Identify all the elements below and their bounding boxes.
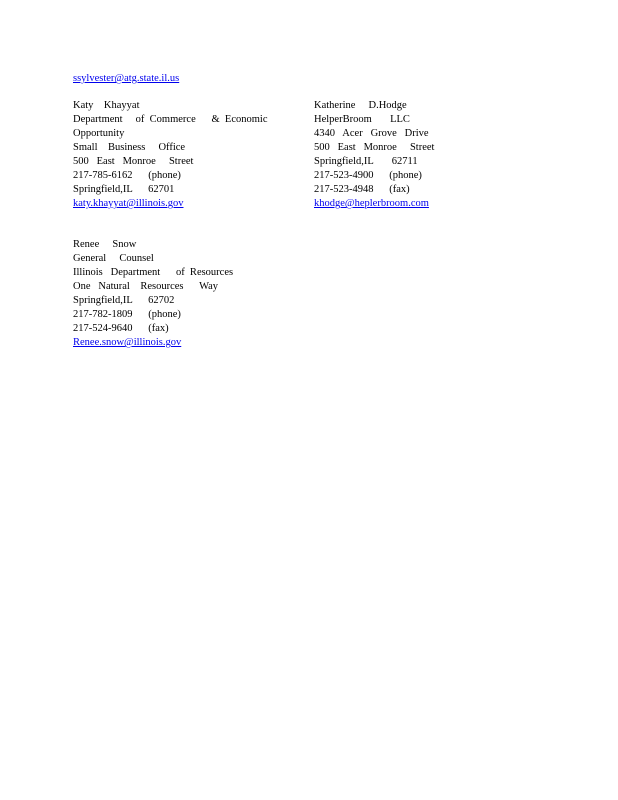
contact-fax: 217-523-4948 (fax) — [314, 184, 410, 195]
contact-name: Renee Snow — [73, 239, 137, 250]
contact-street: 4340 Acer Grove Drive — [314, 128, 429, 139]
contact-phone: 217-523-4900 (phone) — [314, 170, 422, 181]
contact-name: Katy Khayyat — [73, 100, 140, 111]
contact-block-hodge — [314, 99, 434, 211]
contact-phone: 217-785-6162 (phone) — [73, 170, 181, 181]
contact-city-zip: Springfield,IL 62711 — [314, 156, 418, 167]
contact-block-khayyat — [73, 99, 268, 211]
contact-phone: 217-782-1809 (phone) — [73, 309, 181, 320]
contact-organization-cont: Opportunity — [73, 128, 125, 139]
contact-street-2: 500 East Monroe Street — [314, 142, 435, 153]
contact-name: Katherine D.Hodge — [314, 100, 407, 111]
contact-city-zip: Springfield,IL 62702 — [73, 295, 175, 306]
contact-organization: HelperBroom LLC — [314, 114, 410, 125]
email-link-khayyat[interactable]: katy.khayyat@illinois.gov — [73, 198, 184, 209]
email-link-snow[interactable]: Renee.snow@illinois.gov — [73, 337, 182, 348]
contact-office: Small Business Office — [73, 142, 186, 153]
contact-street: 500 East Monroe Street — [73, 156, 194, 167]
email-link-hodge[interactable]: khodge@heplerbroom.com — [314, 198, 429, 209]
contact-organization: Illinois Department of Resources — [73, 267, 234, 278]
contact-fax: 217-524-9640 (fax) — [73, 323, 169, 334]
contact-organization: Department of Commerce & Economic — [73, 114, 268, 125]
contact-block-snow — [73, 238, 233, 350]
email-link-ssylvester[interactable]: ssylvester@atg.state.il.us — [73, 73, 180, 84]
contact-street: One Natural Resources Way — [73, 281, 219, 292]
contact-city-zip: Springfield,IL 62701 — [73, 184, 175, 195]
contact-title: General Counsel — [73, 253, 154, 264]
